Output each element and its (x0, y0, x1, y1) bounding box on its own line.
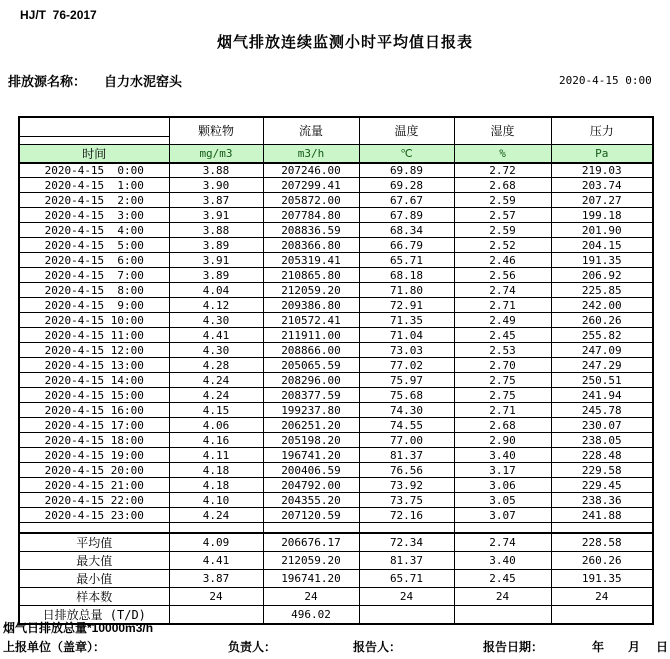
value-cell: 3.88 (169, 163, 263, 178)
table-row (19, 178, 653, 193)
value-cell: 245.78 (551, 403, 653, 418)
column-header-temperature: 温度 (359, 117, 454, 144)
summary-value-cell (551, 605, 653, 624)
table-row (19, 313, 653, 328)
month-label: 月 (628, 640, 641, 654)
manager-label: 负责人： (228, 640, 277, 654)
day-label: 日 (656, 640, 669, 654)
summary-label-cell: 最小值 (19, 569, 169, 587)
unit-header-row (19, 144, 653, 163)
summary-value-cell: 24 (454, 587, 551, 605)
value-cell: 3.05 (454, 493, 551, 508)
value-cell: 207.27 (551, 193, 653, 208)
table-row (19, 328, 653, 343)
summary-label-cell: 日排放总量 (T/D) (19, 605, 169, 624)
value-cell: 2.57 (454, 208, 551, 223)
value-cell: 3.40 (454, 448, 551, 463)
time-cell: 2020-4-15 16:00 (19, 403, 169, 418)
value-cell: 73.92 (359, 478, 454, 493)
table-row (19, 388, 653, 403)
table-row (19, 433, 653, 448)
value-cell: 73.03 (359, 343, 454, 358)
value-cell: 4.24 (169, 508, 263, 523)
table-row (19, 163, 653, 178)
spacer-cell (551, 523, 653, 533)
table-row (19, 268, 653, 283)
reporting-unit-label: 上报单位（盖章）： (3, 640, 106, 654)
summary-value-cell: 24 (359, 587, 454, 605)
unit-cell-flow: m3/h (263, 144, 359, 163)
value-cell: 4.06 (169, 418, 263, 433)
summary-value-cell: 212059.20 (263, 551, 359, 569)
value-cell: 68.18 (359, 268, 454, 283)
time-cell: 2020-4-15 23:00 (19, 508, 169, 523)
value-cell: 2.53 (454, 343, 551, 358)
value-cell: 71.35 (359, 313, 454, 328)
value-cell: 204355.20 (263, 493, 359, 508)
value-cell: 208366.80 (263, 238, 359, 253)
value-cell: 206251.20 (263, 418, 359, 433)
value-cell: 71.80 (359, 283, 454, 298)
time-cell: 2020-4-15 12:00 (19, 343, 169, 358)
value-cell: 3.87 (169, 193, 263, 208)
table-row (19, 493, 653, 508)
value-cell: 260.26 (551, 313, 653, 328)
value-cell: 4.15 (169, 403, 263, 418)
value-cell: 75.68 (359, 388, 454, 403)
page-title: 烟气排放连续监测小时平均值日报表 (216, 34, 473, 51)
summary-value-cell: 496.02 (263, 605, 359, 624)
time-cell: 2020-4-15 1:00 (19, 178, 169, 193)
time-cell: 2020-4-15 11:00 (19, 328, 169, 343)
summary-value-cell: 191.35 (551, 569, 653, 587)
column-header-flow: 流量 (263, 117, 359, 144)
value-cell: 4.28 (169, 358, 263, 373)
value-cell: 2.56 (454, 268, 551, 283)
value-cell: 74.55 (359, 418, 454, 433)
value-cell: 201.90 (551, 223, 653, 238)
value-cell: 206.92 (551, 268, 653, 283)
value-cell: 3.88 (169, 223, 263, 238)
time-cell: 2020-4-15 4:00 (19, 223, 169, 238)
value-cell: 210865.80 (263, 268, 359, 283)
spacer-body (19, 523, 653, 533)
time-cell: 2020-4-15 14:00 (19, 373, 169, 388)
value-cell: 4.18 (169, 463, 263, 478)
value-cell: 69.89 (359, 163, 454, 178)
unit-cell-particulate: mg/m3 (169, 144, 263, 163)
value-cell: 65.71 (359, 253, 454, 268)
value-cell: 69.28 (359, 178, 454, 193)
time-cell: 2020-4-15 17:00 (19, 418, 169, 433)
value-cell: 71.04 (359, 328, 454, 343)
value-cell: 2.72 (454, 163, 551, 178)
value-cell: 242.00 (551, 298, 653, 313)
value-cell: 4.16 (169, 433, 263, 448)
value-cell: 208377.59 (263, 388, 359, 403)
value-cell: 74.30 (359, 403, 454, 418)
value-cell: 3.17 (454, 463, 551, 478)
time-cell: 2020-4-15 7:00 (19, 268, 169, 283)
value-cell: 2.52 (454, 238, 551, 253)
value-cell: 207784.80 (263, 208, 359, 223)
table-row (19, 403, 653, 418)
time-cell: 2020-4-15 2:00 (19, 193, 169, 208)
summary-value-cell: 3.87 (169, 569, 263, 587)
table-header (19, 117, 653, 163)
summary-label-cell: 平均值 (19, 533, 169, 552)
table-row (19, 373, 653, 388)
total-emission-footnote: 烟气日排放总量*10000m3/h (3, 621, 154, 635)
value-cell: 205065.59 (263, 358, 359, 373)
value-cell: 208866.00 (263, 343, 359, 358)
summary-value-cell: 24 (263, 587, 359, 605)
report-date-label: 报告日期： (483, 640, 544, 654)
value-cell: 208296.00 (263, 373, 359, 388)
time-cell: 2020-4-15 21:00 (19, 478, 169, 493)
table-row (19, 463, 653, 478)
table-row (19, 283, 653, 298)
value-cell: 68.34 (359, 223, 454, 238)
value-cell: 191.35 (551, 253, 653, 268)
summary-row (19, 587, 653, 605)
summary-value-cell: 3.40 (454, 551, 551, 569)
value-cell: 228.48 (551, 448, 653, 463)
column-header-particulate: 颗粒物 (169, 117, 263, 144)
report-datetime: 2020-4-15 0:00 (559, 74, 652, 87)
summary-label-cell: 样本数 (19, 587, 169, 605)
table-row (19, 208, 653, 223)
value-cell: 72.16 (359, 508, 454, 523)
value-cell: 207299.41 (263, 178, 359, 193)
value-cell: 210572.41 (263, 313, 359, 328)
value-cell: 66.79 (359, 238, 454, 253)
value-cell: 230.07 (551, 418, 653, 433)
value-cell: 4.12 (169, 298, 263, 313)
report-table (18, 116, 654, 625)
value-cell: 3.90 (169, 178, 263, 193)
source-name: 自力水泥窑头 (104, 74, 183, 89)
value-cell: 4.24 (169, 373, 263, 388)
value-cell: 207120.59 (263, 508, 359, 523)
value-cell: 2.70 (454, 358, 551, 373)
value-cell: 199237.80 (263, 403, 359, 418)
value-cell: 207246.00 (263, 163, 359, 178)
summary-value-cell: 24 (551, 587, 653, 605)
standard-number: HJ/T 76-2017 (20, 8, 97, 22)
table-row (19, 448, 653, 463)
table-row (19, 223, 653, 238)
time-cell: 2020-4-15 8:00 (19, 283, 169, 298)
value-cell: 81.37 (359, 448, 454, 463)
value-cell: 241.88 (551, 508, 653, 523)
value-cell: 2.90 (454, 433, 551, 448)
value-cell: 2.71 (454, 403, 551, 418)
unit-cell-temperature: ℃ (359, 144, 454, 163)
value-cell: 4.30 (169, 313, 263, 328)
pollutant-header-row (19, 117, 653, 144)
value-cell: 2.49 (454, 313, 551, 328)
spacer-cell (19, 523, 169, 533)
year-label: 年 (592, 640, 605, 654)
spacer-cell (263, 523, 359, 533)
value-cell: 241.94 (551, 388, 653, 403)
summary-value-cell: 4.41 (169, 551, 263, 569)
value-cell: 2.68 (454, 178, 551, 193)
table-row (19, 418, 653, 433)
value-cell: 3.89 (169, 238, 263, 253)
time-cell: 2020-4-15 0:00 (19, 163, 169, 178)
value-cell: 73.75 (359, 493, 454, 508)
time-cell: 2020-4-15 15:00 (19, 388, 169, 403)
summary-value-cell: 24 (169, 587, 263, 605)
corner-cell (19, 117, 169, 144)
summary-value-cell (454, 605, 551, 624)
summary-value-cell: 206676.17 (263, 533, 359, 552)
table-row (19, 253, 653, 268)
value-cell: 4.10 (169, 493, 263, 508)
table-row (19, 358, 653, 373)
table-row (19, 478, 653, 493)
hourly-data-body (19, 163, 653, 523)
value-cell: 4.41 (169, 328, 263, 343)
time-cell: 2020-4-15 9:00 (19, 298, 169, 313)
time-cell: 2020-4-15 10:00 (19, 313, 169, 328)
value-cell: 238.05 (551, 433, 653, 448)
summary-value-cell: 260.26 (551, 551, 653, 569)
table-row (19, 193, 653, 208)
reporter-label: 报告人： (353, 640, 402, 654)
time-cell: 2020-4-15 19:00 (19, 448, 169, 463)
time-cell: 2020-4-15 5:00 (19, 238, 169, 253)
summary-body (19, 533, 653, 624)
value-cell: 238.36 (551, 493, 653, 508)
value-cell: 200406.59 (263, 463, 359, 478)
value-cell: 196741.20 (263, 448, 359, 463)
value-cell: 247.09 (551, 343, 653, 358)
summary-row (19, 569, 653, 587)
unit-cell-humidity: % (454, 144, 551, 163)
summary-value-cell (359, 605, 454, 624)
value-cell: 4.18 (169, 478, 263, 493)
value-cell: 199.18 (551, 208, 653, 223)
value-cell: 4.24 (169, 388, 263, 403)
value-cell: 3.91 (169, 208, 263, 223)
table-row (19, 343, 653, 358)
value-cell: 67.67 (359, 193, 454, 208)
value-cell: 2.75 (454, 373, 551, 388)
unit-cell-pressure: Pa (551, 144, 653, 163)
time-header-cell: 时间 (19, 144, 169, 163)
value-cell: 2.59 (454, 223, 551, 238)
summary-row (19, 533, 653, 552)
value-cell: 212059.20 (263, 283, 359, 298)
value-cell: 77.00 (359, 433, 454, 448)
value-cell: 3.07 (454, 508, 551, 523)
value-cell: 229.58 (551, 463, 653, 478)
time-cell: 2020-4-15 3:00 (19, 208, 169, 223)
time-cell: 2020-4-15 6:00 (19, 253, 169, 268)
value-cell: 219.03 (551, 163, 653, 178)
table-row (19, 508, 653, 523)
value-cell: 204792.00 (263, 478, 359, 493)
column-header-pressure: 压力 (551, 117, 653, 144)
summary-value-cell (169, 605, 263, 624)
value-cell: 209386.80 (263, 298, 359, 313)
signature-line (0, 638, 670, 654)
value-cell: 2.68 (454, 418, 551, 433)
corner-divider (20, 124, 169, 137)
time-cell: 2020-4-15 22:00 (19, 493, 169, 508)
value-cell: 2.46 (454, 253, 551, 268)
value-cell: 77.02 (359, 358, 454, 373)
summary-value-cell: 2.45 (454, 569, 551, 587)
summary-value-cell: 65.71 (359, 569, 454, 587)
value-cell: 67.89 (359, 208, 454, 223)
summary-value-cell: 72.34 (359, 533, 454, 552)
time-cell: 2020-4-15 18:00 (19, 433, 169, 448)
time-cell: 2020-4-15 20:00 (19, 463, 169, 478)
summary-value-cell: 228.58 (551, 533, 653, 552)
spacer-cell (359, 523, 454, 533)
value-cell: 2.75 (454, 388, 551, 403)
summary-label-cell: 最大值 (19, 551, 169, 569)
summary-row (19, 551, 653, 569)
value-cell: 4.30 (169, 343, 263, 358)
value-cell: 75.97 (359, 373, 454, 388)
spacer-cell (169, 523, 263, 533)
value-cell: 211911.00 (263, 328, 359, 343)
value-cell: 2.45 (454, 328, 551, 343)
value-cell: 208836.59 (263, 223, 359, 238)
summary-value-cell: 196741.20 (263, 569, 359, 587)
value-cell: 72.91 (359, 298, 454, 313)
value-cell: 229.45 (551, 478, 653, 493)
value-cell: 255.82 (551, 328, 653, 343)
value-cell: 3.91 (169, 253, 263, 268)
value-cell: 4.04 (169, 283, 263, 298)
value-cell: 2.74 (454, 283, 551, 298)
value-cell: 203.74 (551, 178, 653, 193)
spacer-row (19, 523, 653, 533)
value-cell: 3.06 (454, 478, 551, 493)
time-cell: 2020-4-15 13:00 (19, 358, 169, 373)
summary-value-cell: 81.37 (359, 551, 454, 569)
value-cell: 2.71 (454, 298, 551, 313)
value-cell: 3.89 (169, 268, 263, 283)
summary-value-cell: 4.09 (169, 533, 263, 552)
table-row (19, 238, 653, 253)
value-cell: 205198.20 (263, 433, 359, 448)
source-label: 排放源名称： (8, 74, 87, 89)
value-cell: 76.56 (359, 463, 454, 478)
column-header-humidity: 湿度 (454, 117, 551, 144)
value-cell: 250.51 (551, 373, 653, 388)
value-cell: 205319.41 (263, 253, 359, 268)
value-cell: 247.29 (551, 358, 653, 373)
spacer-cell (454, 523, 551, 533)
value-cell: 204.15 (551, 238, 653, 253)
summary-value-cell: 2.74 (454, 533, 551, 552)
value-cell: 4.11 (169, 448, 263, 463)
value-cell: 225.85 (551, 283, 653, 298)
value-cell: 205872.00 (263, 193, 359, 208)
value-cell: 2.59 (454, 193, 551, 208)
table-row (19, 298, 653, 313)
